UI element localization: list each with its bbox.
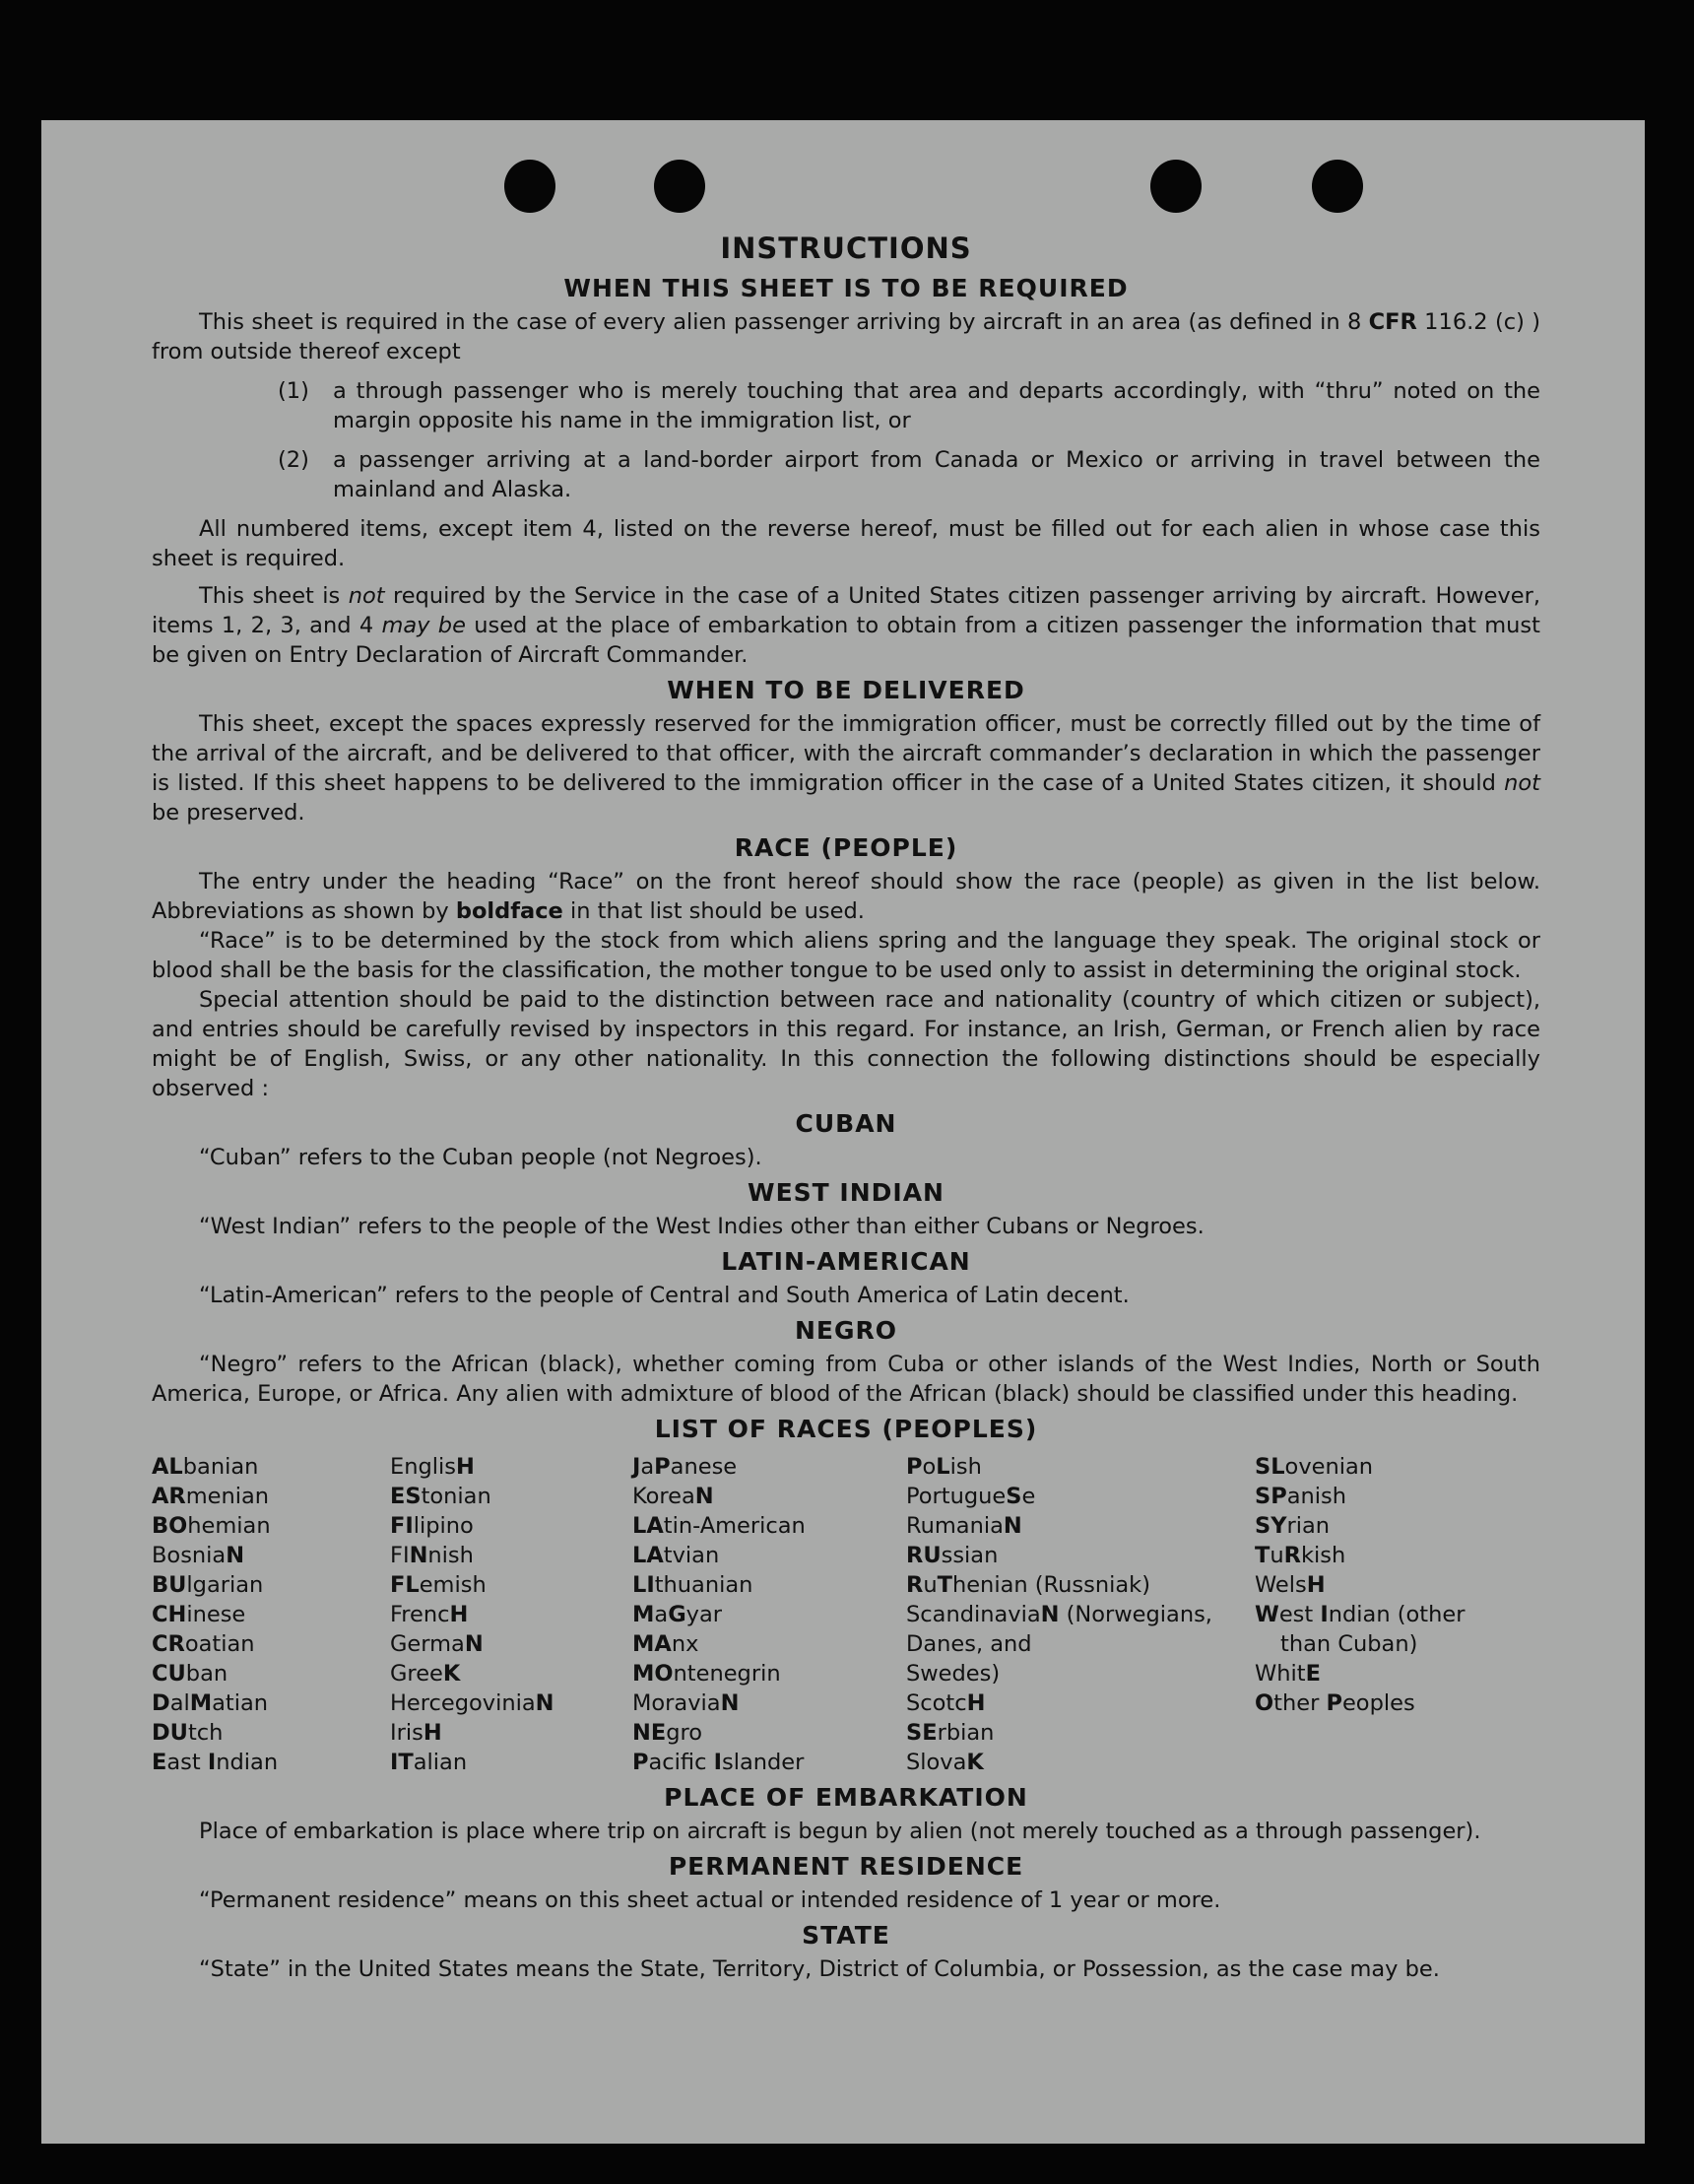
race-entry: HercegoviniaN [390, 1690, 554, 1716]
race-entry: ScotcH [906, 1690, 986, 1716]
west-indian-text: “West Indian” refers to the people of the West Indies other than either Cubans or Negroes. [199, 1214, 1205, 1239]
section-heading-list-of-races: LIST OF RACES (PEOPLES) [654, 1415, 1038, 1443]
race-entry: SYrian [1255, 1513, 1331, 1539]
race-entry: Pacific Islander [632, 1750, 805, 1775]
race-entry: LAtin-American [632, 1513, 806, 1539]
race-entry: CUban [152, 1661, 228, 1687]
race-column [152, 1452, 390, 1777]
race-entry: BOhemian [152, 1513, 271, 1539]
section-heading-residence: PERMANENT RESIDENCE [668, 1852, 1024, 1881]
section-heading-state: STATE [802, 1921, 890, 1950]
punch-holes [41, 160, 1645, 219]
race-entry: West Indian (other [1255, 1602, 1466, 1627]
race-entry: Danes, and [906, 1631, 1032, 1657]
race-entry: MAnx [632, 1631, 699, 1657]
race-entry: SErbian [906, 1720, 995, 1746]
race-para-distinction: Special attention should be paid to the distinction between race and nationality (country of which citizen or subject), and entries should be carefully revised by inspectors in this regard. For instance, an Irish, German, or French alien by race might be of English, Swiss, or any other nationality. In this connection the following distinctions should be especially observed : [152, 987, 1540, 1101]
race-entry: RumaniaN [906, 1513, 1022, 1539]
section-heading-embarkation: PLACE OF EMBARKATION [664, 1783, 1028, 1812]
exception-item: (1) a through passenger who is merely touching that area and departs accordingly, with “thru” noted on the margin opposite his name in the immigration list, or [278, 378, 1540, 433]
race-entry: FINnish [390, 1543, 474, 1568]
section-heading-west-indian: WEST INDIAN [748, 1178, 945, 1207]
race-entry: LAtvian [632, 1543, 720, 1568]
race-entry: RuThenian (Russniak) [906, 1572, 1150, 1598]
state-text: “State” in the United States means the State, Territory, District of Columbia, or Possession, as the case may be. [199, 1956, 1440, 1982]
race-entry: FIlipino [390, 1513, 474, 1539]
section-heading-required: WHEN THIS SHEET IS TO BE REQUIRED [563, 274, 1129, 302]
race-entry: MOntenegrin [632, 1661, 781, 1687]
race-entry: PoLish [906, 1454, 982, 1480]
race-column [1255, 1452, 1511, 1777]
race-entry: WhitE [1255, 1661, 1321, 1687]
latin-american-text: “Latin-American” refers to the people of Central and South America of Latin decent. [199, 1283, 1130, 1308]
section-heading-cuban: CUBAN [795, 1109, 897, 1138]
cuban-text: “Cuban” refers to the Cuban people (not Negroes). [199, 1145, 762, 1170]
race-entry: MoraviaN [632, 1690, 740, 1716]
race-entry: PortugueSe [906, 1484, 1036, 1509]
race-entry: CRoatian [152, 1631, 255, 1657]
race-entry: WelsH [1255, 1572, 1326, 1598]
race-entry: CHinese [152, 1602, 246, 1627]
section-heading-latin-american: LATIN-AMERICAN [721, 1247, 971, 1276]
required-para-items: All numbered items, except item 4, listed on the reverse hereof, must be filled out for each alien in whose case this sheet is required. [152, 516, 1540, 571]
section-heading-race: RACE (PEOPLE) [734, 833, 958, 862]
punch-hole [504, 160, 555, 213]
race-list [152, 1452, 1540, 1777]
race-entry: Swedes) [906, 1661, 1001, 1687]
race-column [390, 1452, 632, 1777]
race-entry: GreeK [390, 1661, 461, 1687]
punch-hole [654, 160, 705, 213]
race-entry: ARmenian [152, 1484, 270, 1509]
punch-hole [1150, 160, 1202, 213]
section-heading-delivered: WHEN TO BE DELIVERED [667, 676, 1025, 704]
race-entry: SLovenian [1255, 1454, 1374, 1480]
race-column [906, 1452, 1255, 1777]
race-entry: KoreaN [632, 1484, 714, 1509]
race-entry: DUtch [152, 1720, 224, 1746]
race-entry: ScandinaviaN (Norwegians, [906, 1602, 1212, 1627]
race-entry: FLemish [390, 1572, 487, 1598]
section-heading-negro: NEGRO [794, 1316, 898, 1345]
required-intro: This sheet is required in the case of every alien passenger arriving by aircraft in an area (as defined in 8 CFR 116.2 (c) ) from outside thereof except [152, 309, 1540, 364]
race-entry: NEgro [632, 1720, 703, 1746]
document-sheet [41, 120, 1645, 2144]
race-entry: TuRkish [1255, 1543, 1346, 1568]
race-entry: ALbanian [152, 1454, 259, 1480]
race-entry: SlovaK [906, 1750, 984, 1775]
residence-text: “Permanent residence” means on this sheet actual or intended residence of 1 year or more. [199, 1887, 1221, 1913]
race-column [632, 1452, 906, 1777]
race-entry: DalMatian [152, 1690, 269, 1716]
delivered-text: This sheet, except the spaces expressly reserved for the immigration officer, must be correctly filled out by the time of the arrival of the aircraft, and be delivered to that officer, with the aircraft commander’s declaration in which the passenger is listed. If this sheet happens to be delivered to the immigration officer in the case of a United States citizen, it should not be preserved. [152, 711, 1540, 826]
race-entry: FrencH [390, 1602, 469, 1627]
page-title: INSTRUCTIONS [720, 232, 972, 265]
race-entry: ITalian [390, 1750, 468, 1775]
race-entry: RUssian [906, 1543, 999, 1568]
punch-hole [1312, 160, 1363, 213]
race-entry: LIthuanian [632, 1572, 753, 1598]
exception-item: (2) a passenger arriving at a land-border airport from Canada or Mexico or arriving in travel between the mainland and Alaska. [278, 447, 1540, 502]
race-entry: Other Peoples [1255, 1690, 1415, 1716]
race-para-entry: The entry under the heading “Race” on the front hereof should show the race (people) as given in the list below. Abbreviations as shown by boldface in that list should be used. [152, 869, 1540, 924]
instructions-body [152, 229, 1540, 1984]
race-entry: BosniaN [152, 1543, 245, 1568]
race-entry: MaGyar [632, 1602, 723, 1627]
race-entry: than Cuban) [1280, 1631, 1418, 1657]
race-entry: IrisH [390, 1720, 442, 1746]
embarkation-text: Place of embarkation is place where trip on aircraft is begun by alien (not merely touched as a through passenger). [199, 1819, 1481, 1844]
negro-text: “Negro” refers to the African (black), whether coming from Cuba or other islands of the West Indies, North or South America, Europe, or Africa. Any alien with admixture of blood of the African (black) should be classified under this heading. [152, 1352, 1540, 1407]
race-entry: GermaN [390, 1631, 484, 1657]
race-entry: JaPanese [632, 1454, 738, 1480]
required-para-citizen: This sheet is not required by the Service in the case of a United States citizen passenger arriving by aircraft. However, items 1, 2, 3, and 4 may be used at the place of embarkation to obtain from a citizen passenger the information that must be given on Entry Declaration of Aircraft Commander. [152, 583, 1540, 668]
race-entry: EnglisH [390, 1454, 475, 1480]
race-entry: EStonian [390, 1484, 491, 1509]
race-entry: BUlgarian [152, 1572, 264, 1598]
race-para-stock: “Race” is to be determined by the stock from which aliens spring and the language they speak. The original stock or blood shall be the basis for the classification, the mother tongue to be used only to assist in determining the original stock. [152, 928, 1540, 983]
race-entry: SPanish [1255, 1484, 1346, 1509]
race-entry: East Indian [152, 1750, 279, 1775]
